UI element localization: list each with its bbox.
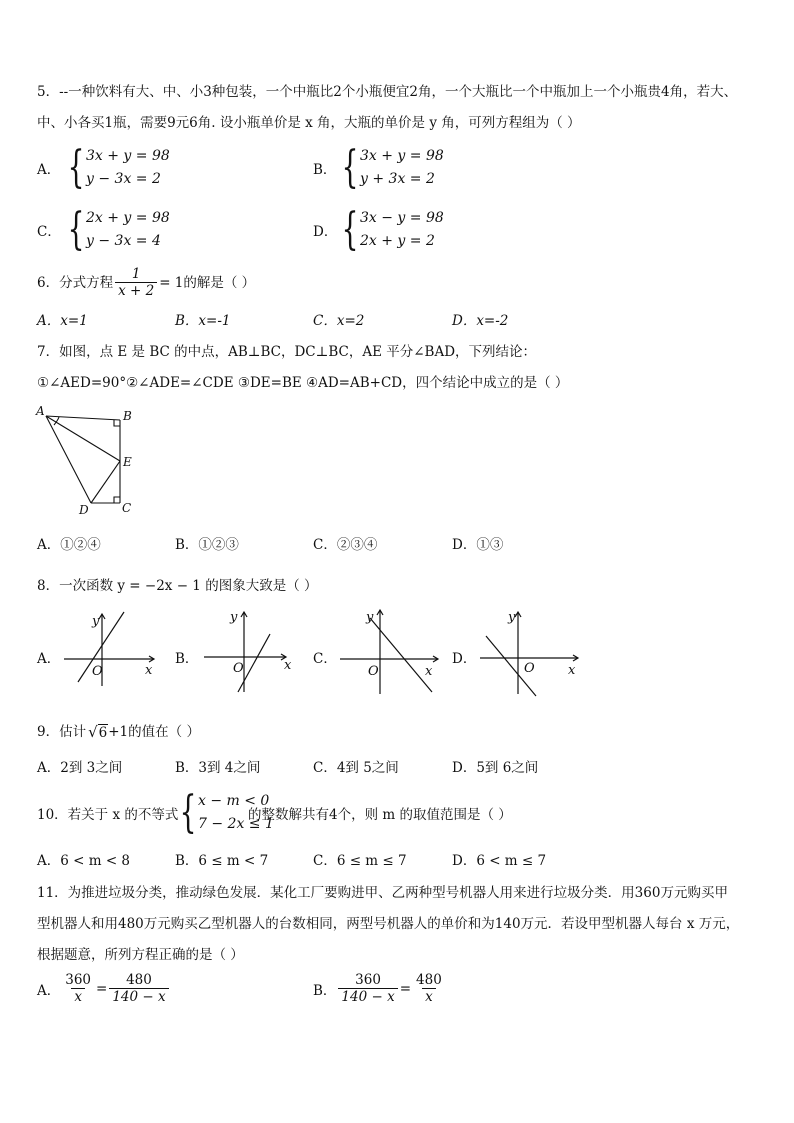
q5-option-d-eq1: 3x − y = 98 — [360, 210, 444, 226]
q6-fraction — [115, 266, 157, 299]
q5-option-a-label: A． — [37, 162, 61, 178]
q11-option-b-left-fraction — [338, 972, 397, 1005]
q7-right-angle-c — [114, 497, 120, 503]
q9-option-d: D．5到 6之间 — [452, 760, 539, 776]
q10-option-d: D．6 < m ≤ 7 — [452, 853, 547, 869]
q8-stem: 8．一次函数 y = −2x − 1 的图象大致是（ ） — [37, 578, 318, 594]
q10-suffix: 的整数解共有4个，则 m 的取值范围是（ ） — [248, 807, 512, 823]
q10-option-a: A．6 < m < 8 — [37, 853, 131, 869]
q11-option-a-label: A． — [37, 982, 61, 999]
q8-option-a-label: A． — [37, 651, 61, 667]
q11-option-b-right-num: 480 — [416, 972, 442, 988]
q8-graph-d-x-label: x — [568, 663, 576, 678]
q7-label-d: D — [79, 503, 89, 517]
q8-graph-c — [336, 604, 446, 696]
q8-graph-b — [200, 606, 300, 696]
q5-option-c-system: { 2x + y = 98 y − 3x = 4 — [67, 204, 170, 255]
q6-option-c: C．x=2 — [313, 313, 365, 329]
q8-graph-c-y-label: y — [366, 610, 374, 625]
q9-option-c: C．4到 5之间 — [313, 760, 399, 776]
q5-option-c-label: C． — [37, 224, 61, 240]
q8-graph-d-y-label: y — [508, 610, 516, 625]
q9-prefix: 9．估计 — [37, 724, 87, 740]
q10-inequality-system: { x − m < 0 7 − 2x ≤ 1 — [179, 787, 274, 838]
q11-line2: 型机器人和用480万元购买乙型机器人的台数相同，两型号机器人的单价和为140万元．若设甲型机器人每台 x 万元， — [37, 916, 740, 932]
q8-graph-a — [60, 608, 160, 688]
q11-option-a-right-fraction — [109, 972, 168, 1005]
q5-line1: 5．--一种饮料有大、中、小3种包装，一个中瓶比2个小瓶便宜2角，一个大瓶比一个中瓶加上一个小瓶贵4角，若大、 — [37, 84, 738, 100]
q7-option-b: B．①②③ — [175, 537, 239, 553]
q11-option-b: B． $\frac{360}{140 - x}$ = $\frac{480}{x}$ — [313, 972, 447, 1005]
q8-graph-c-origin: O — [368, 664, 379, 679]
q10-ineq1: x − m < 0 — [198, 793, 270, 809]
q11-option-b-left-num: 360 — [355, 972, 381, 988]
q7-label-b: B — [123, 409, 132, 423]
q8-option-c-label: C． — [313, 651, 337, 667]
q7-label-e: E — [123, 455, 132, 469]
q7-segment-ab — [46, 416, 120, 420]
q9-suffix: +1的值在（ ） — [108, 724, 200, 740]
q6-suffix: = 1的解是（ ） — [159, 274, 256, 291]
q11-option-b-right-fraction — [413, 972, 445, 1005]
q8-graph-a-y-label: y — [92, 614, 100, 629]
q7-label-a: A — [36, 404, 45, 418]
q11-option-a-left-num: 360 — [65, 972, 92, 988]
q10-prefix: 10．若关于 x 的不等式 — [37, 807, 179, 823]
q5-option-b-eq1: 3x + y = 98 — [360, 148, 444, 164]
q7-line2: ①∠AED=90°②∠ADE=∠CDE ③DE=BE ④AD=AB+CD，四个结论中成立的是（ ） — [37, 375, 569, 391]
q6-option-b: B．x=-1 — [175, 313, 231, 329]
q8-graph-a-origin: O — [92, 664, 103, 679]
q8-graph-d — [476, 606, 586, 698]
q11-option-b-label: B． — [313, 982, 337, 999]
q10-option-b: B．6 ≤ m < 7 — [175, 853, 269, 869]
q6-fraction-num: 1 — [131, 266, 141, 282]
q11-option-a-left-den: x — [71, 988, 85, 1005]
q11-option-b-left-den: 140 − x — [338, 988, 397, 1005]
q8-graph-b-origin: O — [233, 661, 244, 676]
q10-ineq2: 7 − 2x ≤ 1 — [198, 816, 274, 832]
q5-option-d-system: { 3x − y = 98 2x + y = 2 — [341, 204, 444, 255]
q5-option-d-eq2: 2x + y = 2 — [360, 233, 435, 249]
q7-option-d: D．①③ — [452, 537, 504, 553]
q5-line2: 中、小各买1瓶，需要9元6角. 设小瓶单价是 x 角，大瓶的单价是 y 角，可列方程组为（ ） — [37, 115, 581, 131]
q7-label-c: C — [122, 501, 132, 515]
q11-line1: 11．为推进垃圾分类，推动绿色发展．某化工厂要购进甲、乙两种型号机器人用来进行垃圾分类．用360万元购买甲 — [37, 885, 728, 901]
q8-graph-d-origin: O — [524, 661, 535, 676]
q7-figure — [34, 400, 144, 518]
q8-graph-b-x-label: x — [284, 658, 292, 673]
q9-sqrt — [88, 723, 108, 741]
q8-graph-c-x-label: x — [425, 664, 433, 679]
q9-option-a: A．2到 3之间 — [37, 760, 123, 776]
q8-option-d-label: D． — [452, 651, 477, 667]
q8-graph-c-line — [370, 618, 432, 692]
q6-option-a: A．x=1 — [37, 313, 88, 329]
q5-option-c-eq1: 2x + y = 98 — [86, 210, 170, 226]
q11-option-b-right-den: x — [422, 988, 436, 1005]
q5-option-b-label: B． — [313, 162, 337, 178]
q9-radical-sign: √ — [88, 723, 98, 741]
q7-line1: 7．如图，点 E 是 BC 的中点，AB⊥BC，DC⊥BC，AE 平分∠BAD，下列结论： — [37, 344, 537, 360]
q11-option-a-right-den: 140 − x — [109, 988, 168, 1005]
q5-option-b-system: { 3x + y = 98 y + 3x = 2 — [341, 142, 444, 193]
q6-option-d: D．x=-2 — [452, 313, 509, 329]
q5-option-a-eq2: y − 3x = 2 — [86, 171, 161, 187]
q5-option-a-system: { 3x + y = 98 y − 3x = 2 — [67, 142, 170, 193]
q6-prefix: 6．分式方程 — [37, 274, 114, 291]
q7-option-a: A．①②④ — [37, 537, 101, 553]
q7-right-angle-b — [114, 420, 120, 426]
q9-stem — [37, 722, 200, 742]
q9-radicand: 6 — [98, 725, 108, 741]
q11-line3: 根据题意，所列方程正确的是（ ） — [37, 947, 244, 963]
q5-option-a-eq1: 3x + y = 98 — [86, 148, 170, 164]
q11-option-a: A． $\frac{360}{x}$ = $\frac{480}{140 - x}$ — [37, 972, 171, 1005]
q6-stem — [37, 266, 255, 299]
q5-option-d-label: D． — [313, 224, 338, 240]
q8-graph-a-x-label: x — [145, 663, 153, 678]
q5-option-c-eq2: y − 3x = 4 — [86, 233, 161, 249]
q8-option-b-label: B． — [175, 651, 199, 667]
q5-option-b-eq2: y + 3x = 2 — [360, 171, 435, 187]
q8-graph-b-y-label: y — [230, 610, 238, 625]
q11-option-a-left-fraction — [62, 972, 94, 1005]
q7-option-c: C．②③④ — [313, 537, 378, 553]
q9-option-b: B．3到 4之间 — [175, 760, 261, 776]
q11-option-a-right-num: 480 — [126, 972, 152, 988]
q6-fraction-den: x + 2 — [115, 282, 157, 299]
q10-option-c: C．6 ≤ m ≤ 7 — [313, 853, 407, 869]
